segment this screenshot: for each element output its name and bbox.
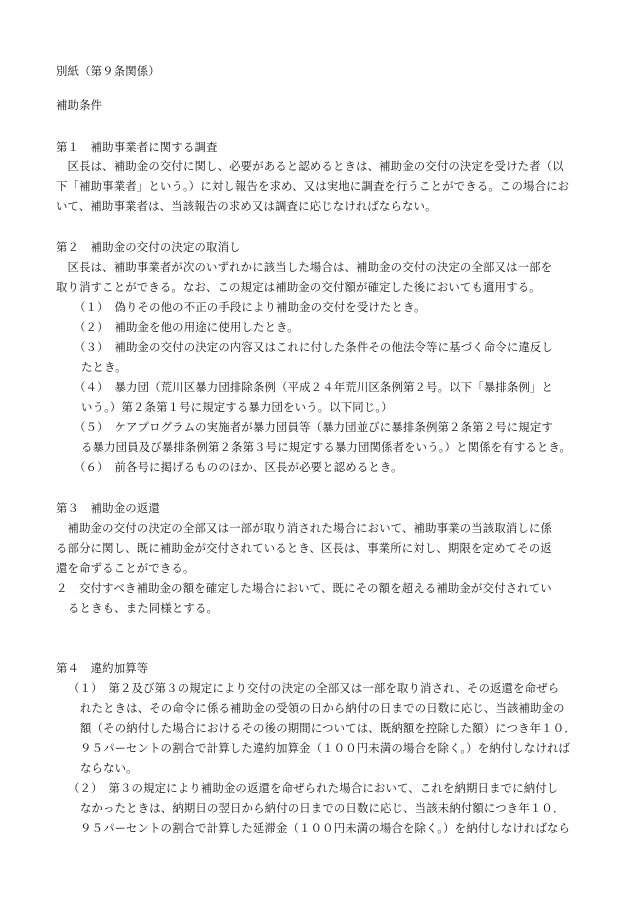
section-heading: 第４ 違約加算等 [56, 661, 149, 675]
body-line: るときも、また同様とする。 [68, 601, 219, 615]
list-item: （５） ケアプログラムの実施者が暴力団員等（暴力団並びに暴排条例第２条第２号に規定す [74, 420, 553, 434]
list-item-continuation: いう。）第２条第１号に規定する暴力団をいう。以下同じ。） [81, 400, 393, 414]
body-line: 区長は、補助事業者が次のいずれかに該当した場合は、補助金の交付の決定の全部又は一部を [56, 260, 553, 274]
list-item: （２） 第３の規定により補助金の返還を命ぜられた場合において、これを納期日までに納付し [68, 781, 559, 795]
body-line: 補助金の交付の決定の全部又は一部が取り消された場合において、補助事業の当該取消しに係 [56, 521, 553, 535]
body-line: 区長は、補助金の交付に関し、必要があると認めるときは、補助金の交付の決定を受けた者（以 [56, 159, 564, 173]
list-item-continuation: れたときは、その命令に係る補助金の受領の日から納付の日までの日数に応じ、当該補助金の [80, 701, 565, 715]
section-heading: 第３ 補助金の返還 [56, 501, 160, 515]
list-item-continuation: ９５パーセントの割合で計算した延滞金（１００円未満の場合を除く。）を納付しなければなら [80, 821, 571, 835]
list-item: （２） 補助金を他の用途に使用したとき。 [74, 320, 299, 334]
list-item-continuation: たとき。 [81, 360, 127, 374]
list-item-continuation: る暴力団員及び暴排条例第２条第３号に規定する暴力団関係者をいう。）と関係を有するとき。 [81, 440, 572, 454]
list-item: （６） 前各号に掲げるもののほか、区長が必要と認めるとき。 [74, 460, 403, 474]
list-item-continuation: ９５パーセントの割合で計算した違約加算金（１００円未満の場合を除く。）を納付しなければ [80, 741, 571, 755]
list-item: （１） 偽りその他の不正の手段により補助金の交付を受けたとき。 [74, 300, 426, 314]
body-line: 下「補助事業者」という。）に対し報告を求め、又は実地に調査を行うことができる。この場合にお [56, 179, 570, 193]
list-item: （１） 第２及び第３の規定により交付の決定の全部又は一部を取り消され、その返還を命ぜら [68, 681, 560, 695]
list-item-continuation: なかったときは、納期日の翌日から納付の日までの日数に応じ、当該未納付額につき年１０． [80, 801, 565, 815]
section-heading: 第１ 補助事業者に関する調査 [56, 140, 218, 154]
body-line: 取り消すことができる。なお、この規定は補助金の交付額が確定した後においても適用する。 [56, 280, 541, 294]
list-item: （４） 暴力団（荒川区暴力団排除条例（平成２４年荒川区条例第２号。以下「暴排条例」と [74, 380, 554, 394]
body-line: ２ 交付すべき補助金の額を確定した場合において、既にその額を超える補助金が交付されてい [56, 581, 552, 595]
list-item-continuation: 額（その納付した場合におけるその後の期間については、既納額を控除した額）につき年１０． [80, 721, 576, 735]
body-line: いて、補助事業者は、当該報告の求め又は調査に応じなければならない。 [56, 199, 437, 213]
body-line: る部分に関し、既に補助金が交付されているとき、区長は、事業所に対し、期限を定めてその返 [56, 541, 552, 555]
body-line: 還を命ずることができる。 [56, 561, 195, 575]
section-heading: 第２ 補助金の交付の決定の取消し [56, 240, 241, 254]
list-item: （３） 補助金の交付の決定の内容又はこれに付した条件その他法令等に基づく命令に違反し [74, 340, 554, 354]
document-header: 別紙（第９条関係） [56, 64, 160, 78]
list-item-continuation: ならない。 [80, 761, 138, 775]
document-title: 補助条件 [56, 98, 103, 112]
